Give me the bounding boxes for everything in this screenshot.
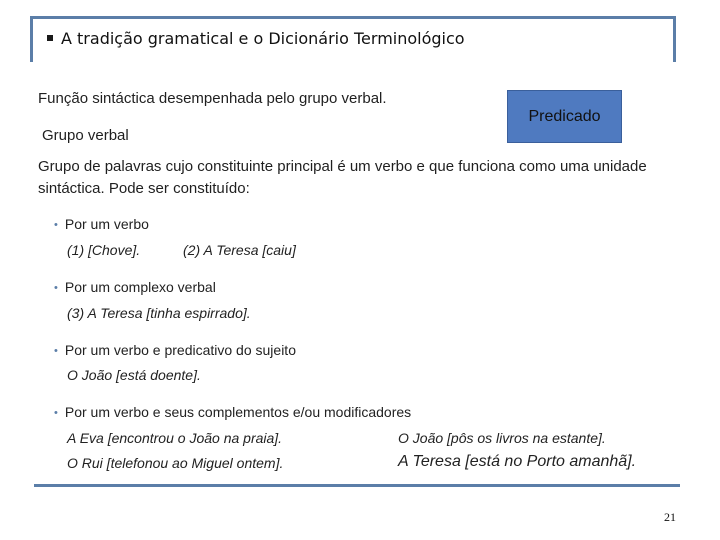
predicado-box <box>507 90 622 143</box>
list-item <box>54 342 296 358</box>
list-item-text: Por um verbo <box>64 216 149 232</box>
example: (3) A Teresa [tinha espirrado]. <box>67 305 251 321</box>
example: (2) A Teresa [caiu] <box>183 242 296 258</box>
page-title-text: A tradição gramatical e o Dicionário Terminológico <box>61 29 465 48</box>
list-item-text: Por um verbo e seus complementos e/ou modificadores <box>64 404 412 420</box>
example: O João [pôs os livros na estante]. <box>398 430 606 446</box>
example: (1) [Chove]. <box>67 242 141 258</box>
bottom-divider <box>34 484 680 487</box>
bullet-icon: • <box>54 345 58 357</box>
intro-text: Função sintáctica desempenhada pelo grupo verbal. <box>38 90 387 107</box>
square-bullet-icon <box>47 35 53 41</box>
list-item <box>54 404 411 420</box>
bullet-icon: • <box>54 282 58 294</box>
page-number: 21 <box>664 510 676 524</box>
example: O Rui [telefonou ao Miguel ontem]. <box>67 455 284 471</box>
predicado-label: Predicado <box>528 107 601 125</box>
bullet-icon: • <box>54 219 58 231</box>
list-item-text: Por um verbo e predicativo do sujeito <box>64 342 296 358</box>
bullet-icon: • <box>54 407 58 419</box>
list-item <box>54 279 216 295</box>
example: A Eva [encontrou o João na praia]. <box>67 430 283 446</box>
grupo-verbal-heading: Grupo verbal <box>42 127 129 144</box>
example: O João [está doente]. <box>67 367 201 383</box>
grupo-verbal-definition: Grupo de palavras cujo constituinte principal é um verbo e que funciona como uma unidade sintáctica. Pode ser constituído: <box>38 158 647 197</box>
title-bar <box>30 16 676 62</box>
page-title <box>47 29 465 48</box>
example: A Teresa [está no Porto amanhã]. <box>398 453 637 470</box>
list-item-text: Por um complexo verbal <box>64 279 216 295</box>
list-item <box>54 216 149 232</box>
